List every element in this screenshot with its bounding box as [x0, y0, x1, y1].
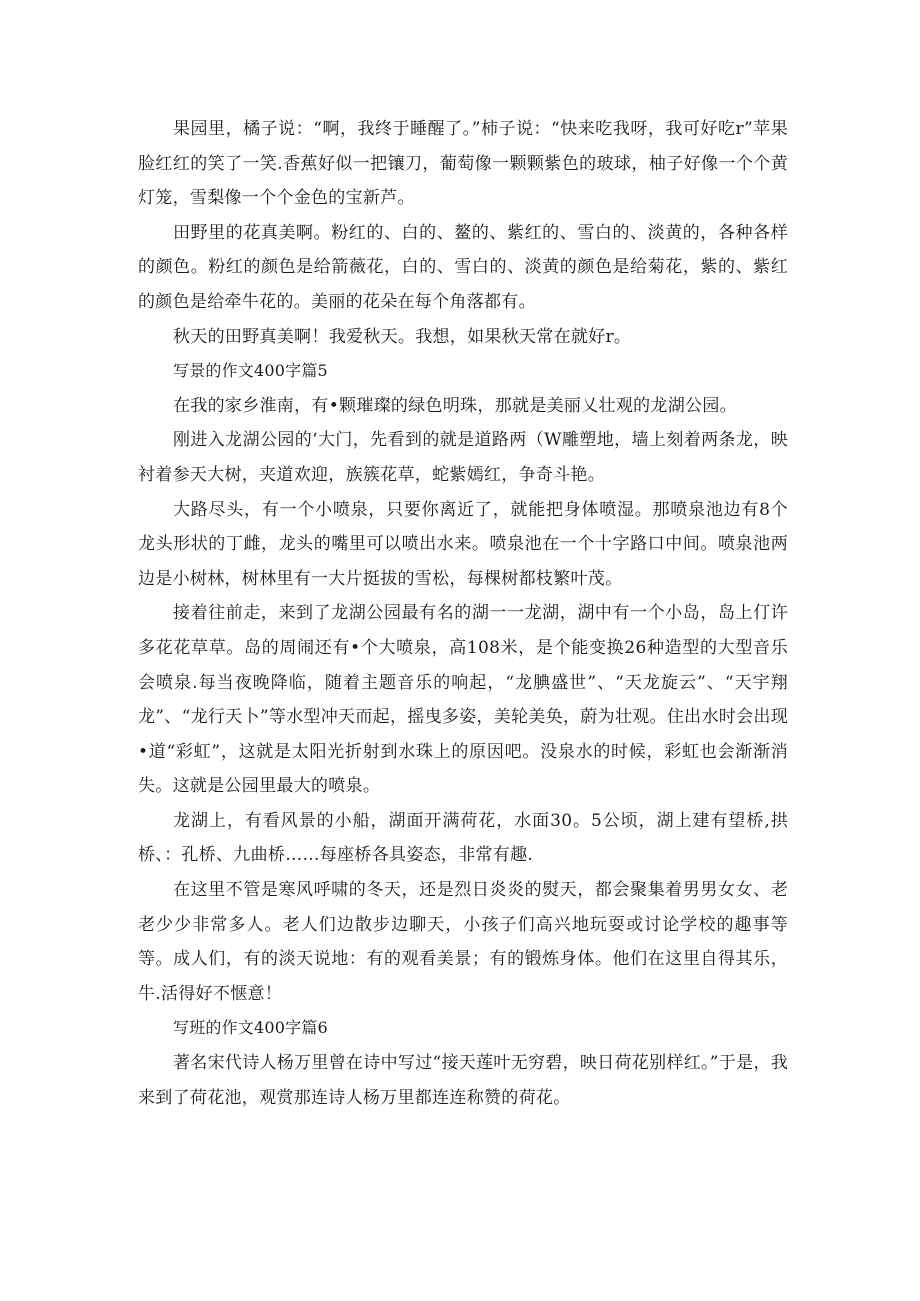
paragraph-small-fountain: 大路尽头，有一个小喷泉，只要你离近了，就能把身体喷湿。那喷泉池边有8个龙头形状的丁雌，龙头的嘴里可以喷出水来。喷泉池在一个十字路口中间。喷泉池两边是小树林，树林里有一大片挺拔的雪松，每棵树都枝繁叶茂。 — [138, 499, 788, 589]
essay-heading-6: 写班的作文400字篇6 — [173, 1018, 328, 1038]
paragraph-park-people: 在这里不管是寒风呼啸的冬天，还是烈日炎炎的熨天，都会聚集着男男女女、老老少少非常多人。老人们边散步边聊天，小孩子们高兴地玩耍或讨论学校的趣事等等。成人们，有的淡天说地：有的观看美景；有的锻炼身体。他们在这里自得其乐，牛.活得好不惬意！ — [138, 880, 788, 1004]
essay-heading-5: 写景的作文400字篇5 — [173, 361, 328, 381]
paragraph-park-gate: 刚进入龙湖公园的‘大门，先看到的就是道路两（W雕塑地，墙上刻着两条龙，映衬着参天大树，夹道欢迎，族簇花草，蛇紫嫣红，争奇斗艳。 — [138, 430, 788, 485]
paragraph-hometown: 在我的家乡淮南，有•颗璀璨的绿色明珠，那就是美丽乂壮观的龙湖公园。 — [173, 395, 737, 416]
paragraph-field-flowers: 田野里的花真美啊。粉红的、白的、鳌的、紫红的、雪白的、淡黄的，各种各样的颜色。粉红的颜色是给箭薇花，白的、雪白的、淡黄的颜色是给菊花，紫的、紫红的颜色是给牵牛花的。美丽的花朵在每个角落都有。 — [138, 222, 788, 312]
paragraph-orchard: 果园里，橘子说：“啊，我终于睡醒了。”柿子说：“快来吃我呀，我可好吃r”苹果脸红红的笑了一笑.香蕉好似一把镶刀，葡萄像一颗颗紫色的玻球，柚子好像一个个黄灯笼，雪梨像一个个金色的宝新芦。 — [138, 119, 788, 209]
document-body — [138, 112, 788, 1115]
paragraph-autumn-field: 秋天的田野真美啊！我爱秋天。我想，如果秋天常在就好r。 — [173, 326, 632, 347]
paragraph-lotus-pond: 著名宋代诗人杨万里曾在诗中写过“接天莲叶无穷碧，映日荷花别样红。”于是，我来到了荷花池，观赏那连诗人杨万里都连连称赞的荷花。 — [138, 1053, 788, 1108]
paragraph-dragon-lake: 接着往前走，来到了龙湖公园最有名的湖一一龙湖，湖中有一个小岛，岛上仃许多花花草草。岛的周闹还有•个大喷泉，高108米，是个能变换26种造型的大型音乐会喷泉.每当夜晚降临，随着主题音乐的响起，“龙腆盛世”、“天龙旋云”、“天宇翔龙”、“龙行天卜”等水型冲天而起，摇曳多姿，美轮美奂，蔚为壮观。住出水时会出现•道“彩虹”，这就是太阳光折射到水珠上的原因吧。没泉水的时候，彩虹也会渐渐消失。这就是公园里最大的喷泉。 — [138, 603, 788, 797]
paragraph-lake-bridges: 龙湖上，有看风景的小船，湖面开满荷花，水面30。5公顷，湖上建有望桥,拱桥、：孔桥、九曲桥……每座桥各具姿态，非常有趣. — [138, 810, 788, 866]
